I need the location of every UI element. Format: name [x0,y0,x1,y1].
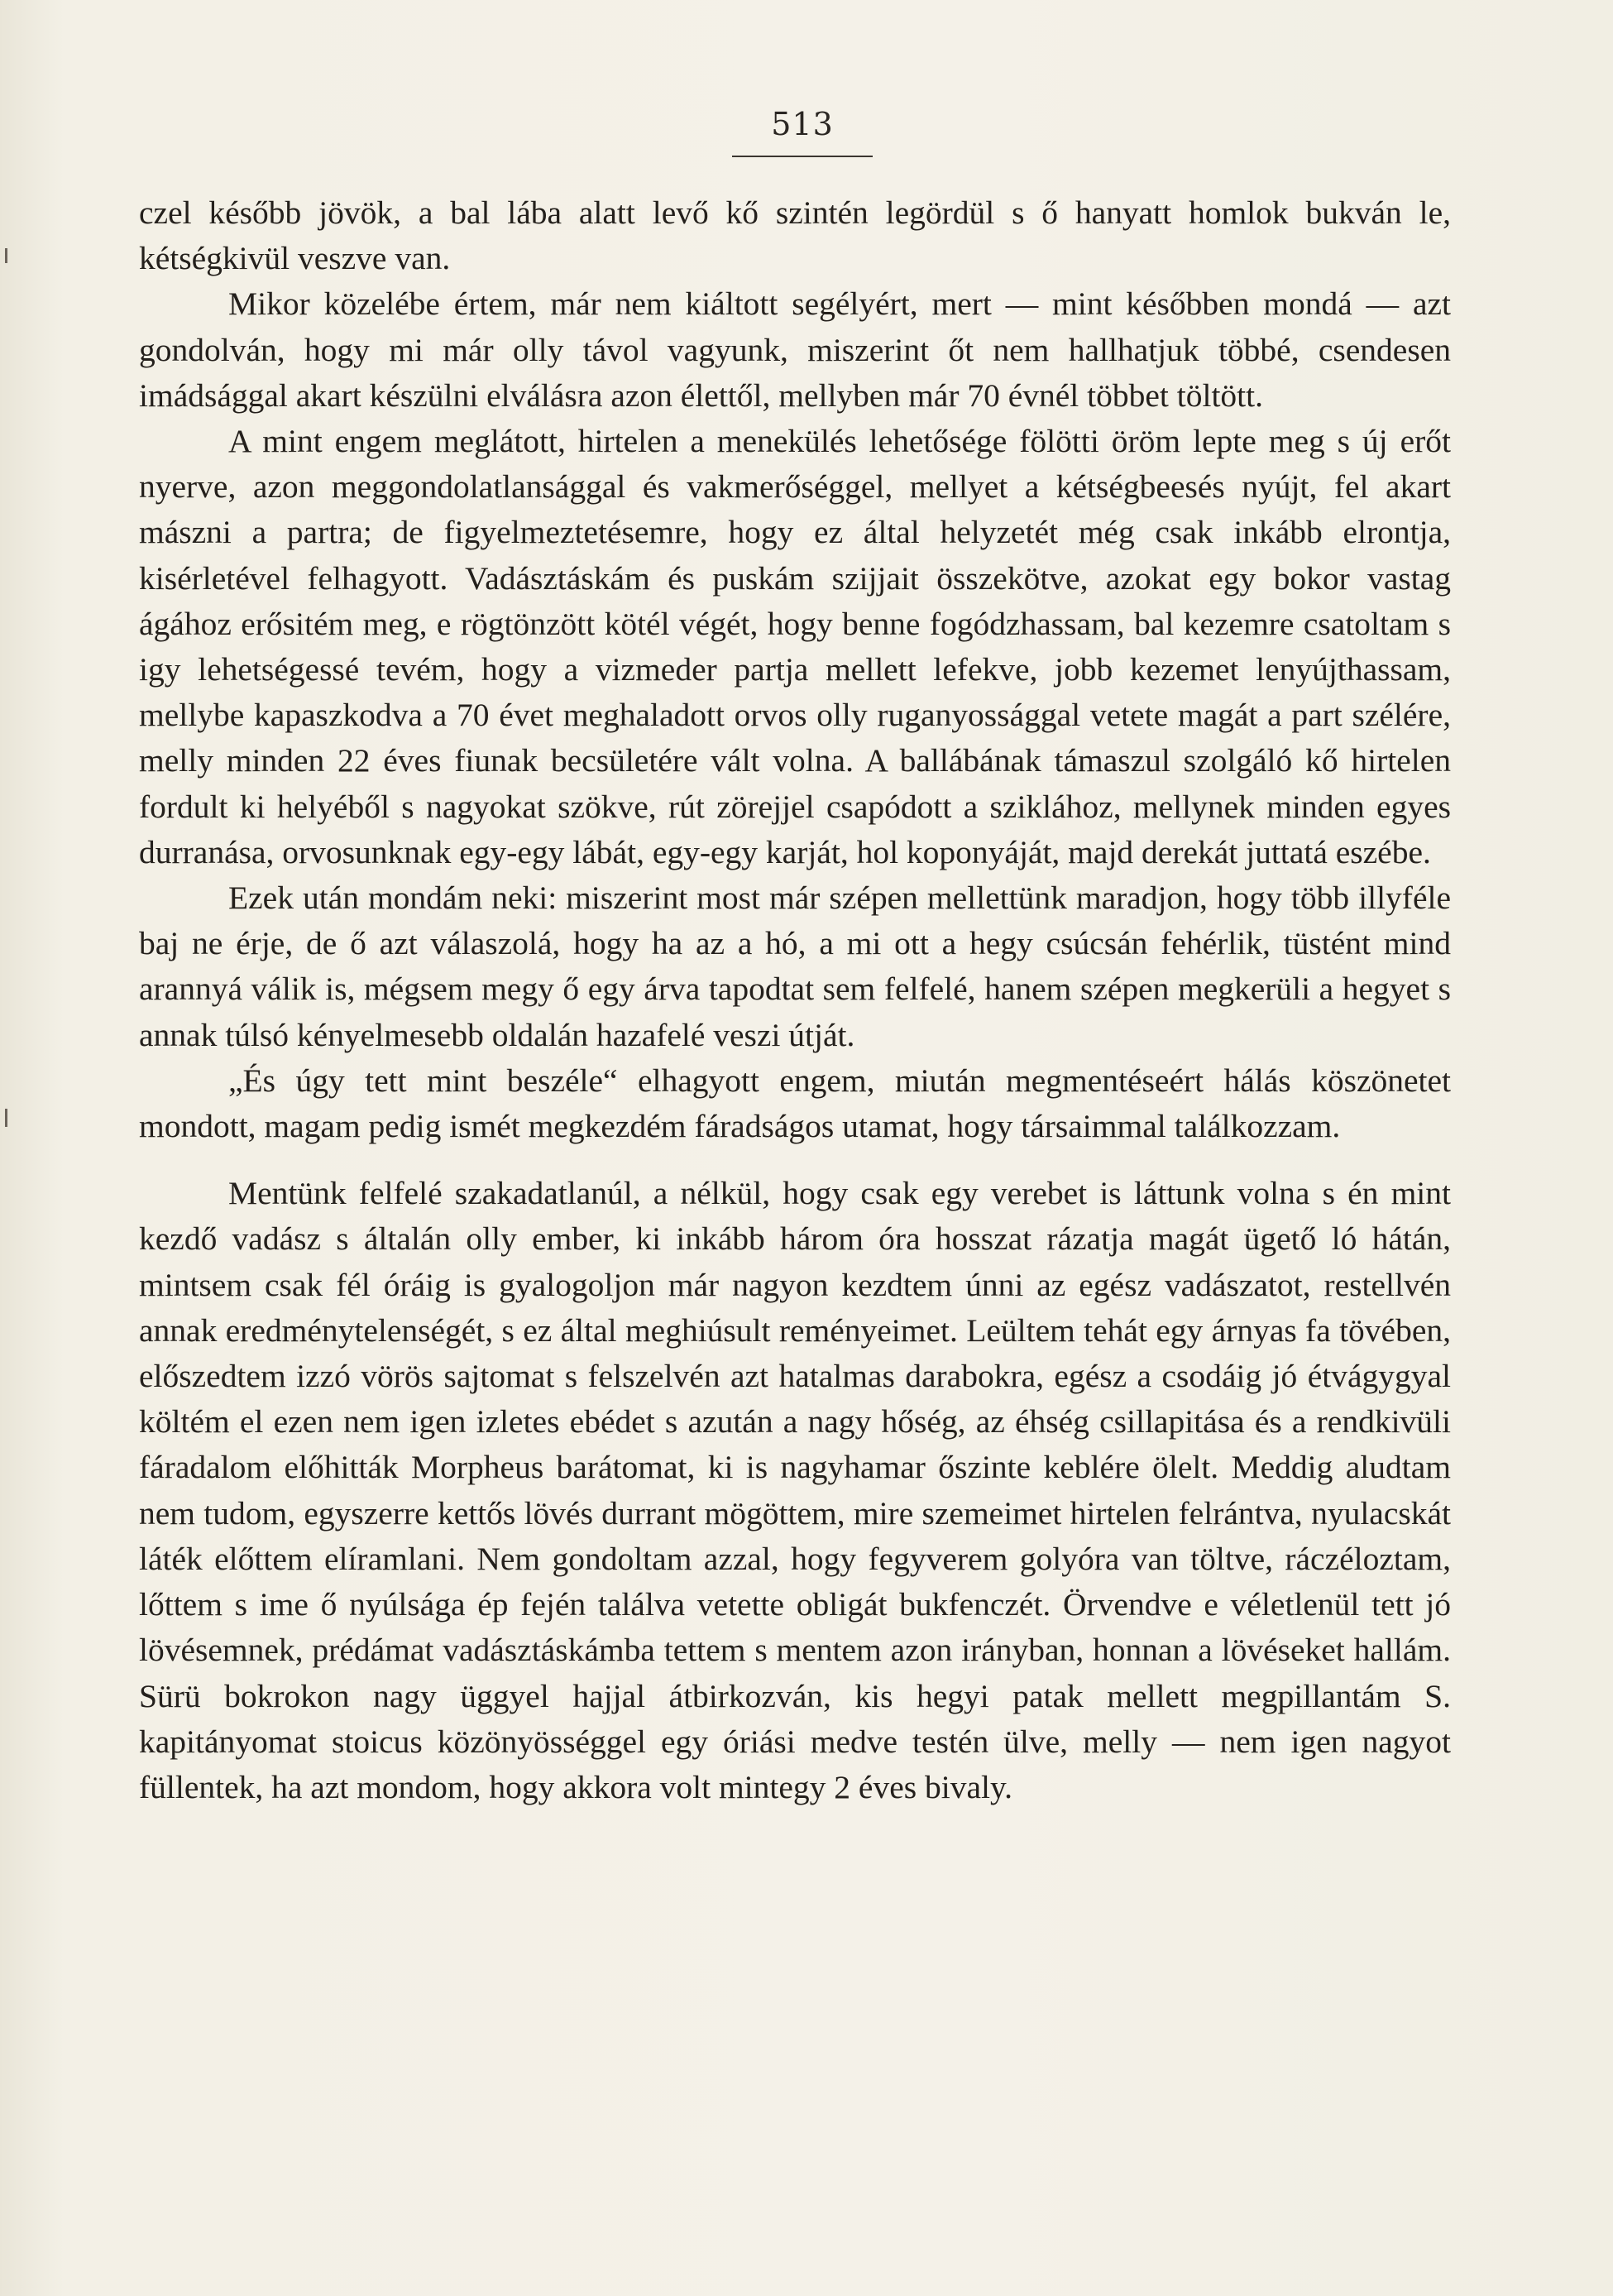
paragraph: czel később jövök, a bal lába alatt levő kő szintén legördül s ő hanyatt homlok bukván le, kétségkivül veszve van. [139,194,1451,277]
paragraph: Mikor közelébe értem, már nem kiáltott segélyért, mert — mint későbben mondá — azt gondolván, hogy mi már olly távol vagyunk, miszerint őt nem hallhatjuk többé, csendesen imádsággal akart készülni elválásra azon élettől, mellyben már 70 évnél többet töltött. [139,285,1451,414]
paragraph: A mint engem meglátott, hirtelen a menekülés lehetősége fölötti öröm lepte meg s új erőt nyerve, azon meggondolatlansággal és vakmerőséggel, mellyet a kétségbeesés nyújt, fel akart mászni a partra; de figyelmeztetésemre, hogy ez által helyzetét még csak inkább elrontja, kisérletével felhagyott. Vadásztáskám és puskám szijjait összekötve, azokat egy bokor vastag ágához erősitém meg, e rögtönzött kötél végét, hogy benne fogódzhassam, bal kezemre csatoltam s igy lehetségessé tevém, hogy a vizmeder partja mellett lefekve, jobb kezemet lenyújthassam, mellybe kapaszkodva a 70 évet meghaladott orvos olly ruganyossággal vetete magát a part szélére, melly minden 22 éves fiunak becsületére vált volna. A ballábának támaszul szolgáló kő hirtelen fordult ki helyéből s nagyokat szökve, rút zörejjel csapódott a sziklához, mellynek minden egyes durranása, orvosunknak egy-egy lábát, egy-egy karját, hol koponyáját, majd derekát juttatá eszébe. [139,423,1451,870]
edge-mark [5,1109,7,1127]
body-text [139,190,1451,1810]
edge-mark [5,248,7,263]
header-rule [732,156,873,157]
page-number: 513 [771,106,834,142]
paragraph: „És úgy tett mint beszéle“ elhagyott engem, miután megmentéseért hálás köszönetet mondott, magam pedig ismét megkezdém fáradságos utamat, hogy társaimmal találkozzam. [139,1062,1451,1145]
paragraph: Mentünk felfelé szakadatlanúl, a nélkül, hogy csak egy verebet is láttunk volna s én mint kezdő vadász s általán olly ember, ki inkább három óra hosszat rázatja magát ügető ló hátán, mintsem csak fél óráig is gyalogoljon már nagyon kezdtem únni az egész vadászatot, restellvén annak eredménytelenségét, s ez által meghiúsult reményeimet. Leültem tehát egy árnyas fa tövében, előszedtem izzó vörös sajtomat s felszelvén azt hatalmas darabokra, egész a csodáig jó étvágygyal költém el ezen nem igen izletes ebédet s azután a nagy hőség, az éhség csillapitása és a rendkivüli fáradalom előhitták Morpheus barátomat, ki is nagyhamar őszinte keblére ölelt. Meddig aludtam nem tudom, egyszerre kettős lövés durrant mögöttem, mire szemeimet hirtelen felrántva, nyulacskát láték előttem elíramlani. Nem gondoltam azzal, hogy fegyverem golyóra van töltve, ráczéloztam, lőttem s ime ő nyúlsága ép fején találva vetette obligát bukfenczét. Örvendve e véletlenül tett jó lövésemnek, prédámat vadásztáskámba tettem s mentem azon irányban, honnan a lövéseket hallám. Sürü bokrokon nagy üggyel hajjal átbirkozván, kis hegyi patak mellett megpillantám S. kapitányomat stoicus közönyösséggel egy óriási medve testén ülve, melly — nem igen nagyot füllentek, ha azt mondom, hogy akkora volt mintegy 2 éves bivaly. [139,1175,1451,1805]
paragraph: Ezek után mondám neki: miszerint most már szépen mellettünk maradjon, hogy több illyféle baj ne érje, de ő azt válaszolá, hogy ha az a hó, a mi ott a hegy csúcsán fehérlik, tüstént mind arannyá válik is, mégsem megy ő egy árva tapodtat sem felfelé, hanem szépen megkerüli a hegyet s annak túlsó kényelmesebb oldalán hazafelé veszi útját. [139,880,1451,1053]
